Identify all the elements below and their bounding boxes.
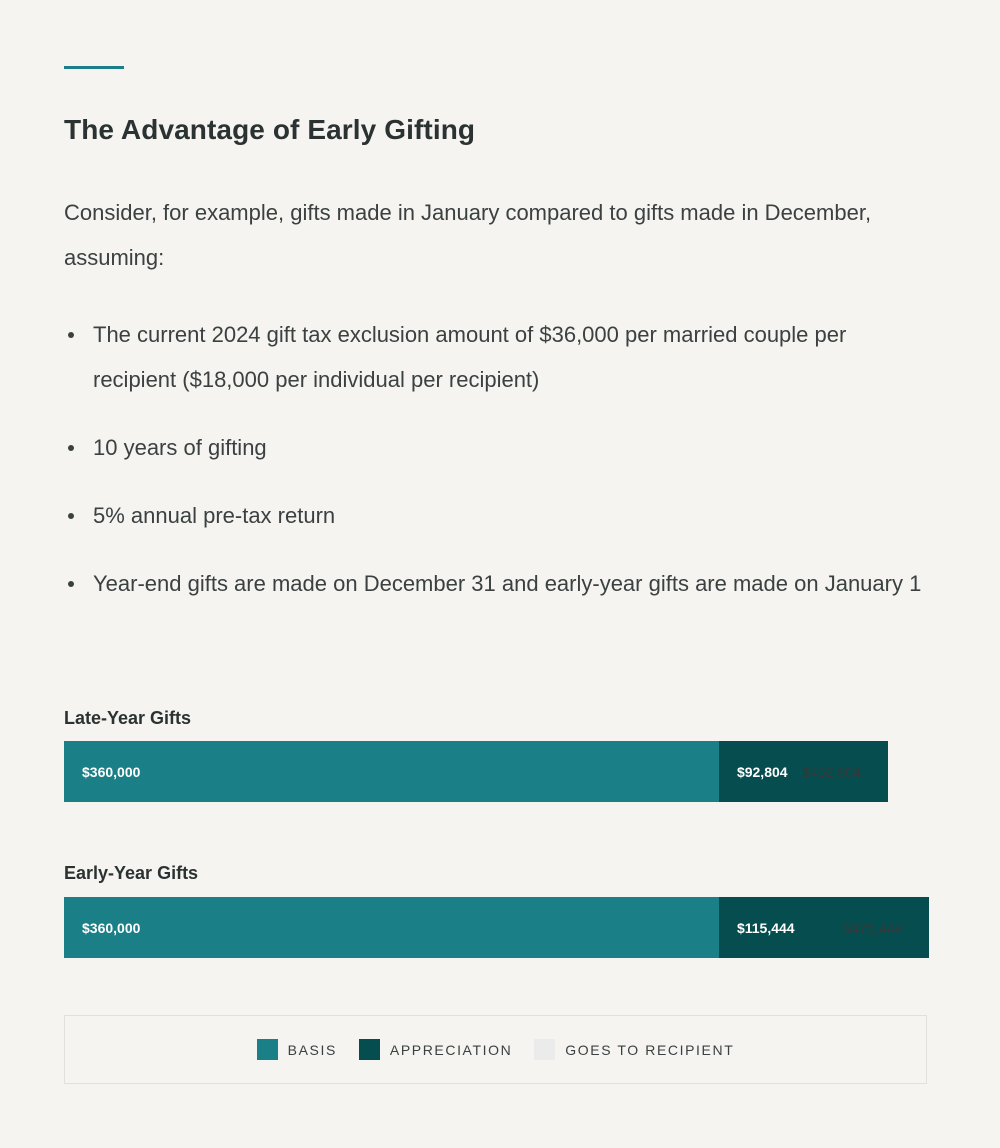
chart-legend [64, 1015, 927, 1084]
appreciation-swatch [359, 1039, 380, 1060]
appreciation-value-label: $115,444 [736, 919, 795, 936]
bullet-icon [68, 332, 74, 338]
legend-label: GOES TO RECIPIENT [565, 1041, 735, 1058]
legend-item-basis [257, 1039, 337, 1060]
legend-label: APPRECIATION [389, 1041, 513, 1058]
list-item [64, 493, 924, 538]
list-item [64, 561, 924, 606]
appreciation-value-label: $92,804 [736, 763, 788, 780]
list-item-text: 10 years of gifting [93, 435, 267, 460]
list-item-text: The current 2024 gift tax exclusion amount of $36,000 per married couple per recipient ($18,000 per individual per recipient) [93, 322, 847, 392]
total-value-label: $475,444 [843, 919, 902, 936]
legend-label: BASIS [287, 1041, 337, 1058]
basis-value-label: $360,000 [82, 763, 141, 780]
page-title: The Advantage of Early Gifting [64, 114, 476, 145]
recipient-swatch [534, 1039, 555, 1060]
late-year-bar [64, 741, 888, 802]
bullet-icon [68, 581, 74, 587]
bullet-icon [68, 445, 74, 451]
assumptions-list [64, 312, 924, 629]
basis-segment [64, 897, 719, 958]
basis-value-label: $360,000 [82, 919, 141, 936]
list-item [64, 425, 924, 470]
legend-item-recipient [534, 1039, 734, 1060]
late-year-label: Late-Year Gifts [64, 708, 192, 728]
intro-paragraph: Consider, for example, gifts made in January compared to gifts made in December, assuming: [64, 200, 872, 270]
list-item [64, 312, 924, 402]
total-value-label: $452,804 [802, 763, 861, 780]
bullet-icon [68, 513, 74, 519]
list-item-text: Year-end gifts are made on December 31 and early-year gifts are made on January 1 [93, 571, 922, 596]
list-item-text: 5% annual pre-tax return [93, 503, 336, 528]
basis-segment [64, 741, 719, 802]
early-year-bar [64, 897, 929, 958]
early-year-label: Early-Year Gifts [64, 863, 199, 883]
accent-rule [64, 66, 124, 69]
basis-swatch [257, 1039, 278, 1060]
legend-item-appreciation [359, 1039, 512, 1060]
